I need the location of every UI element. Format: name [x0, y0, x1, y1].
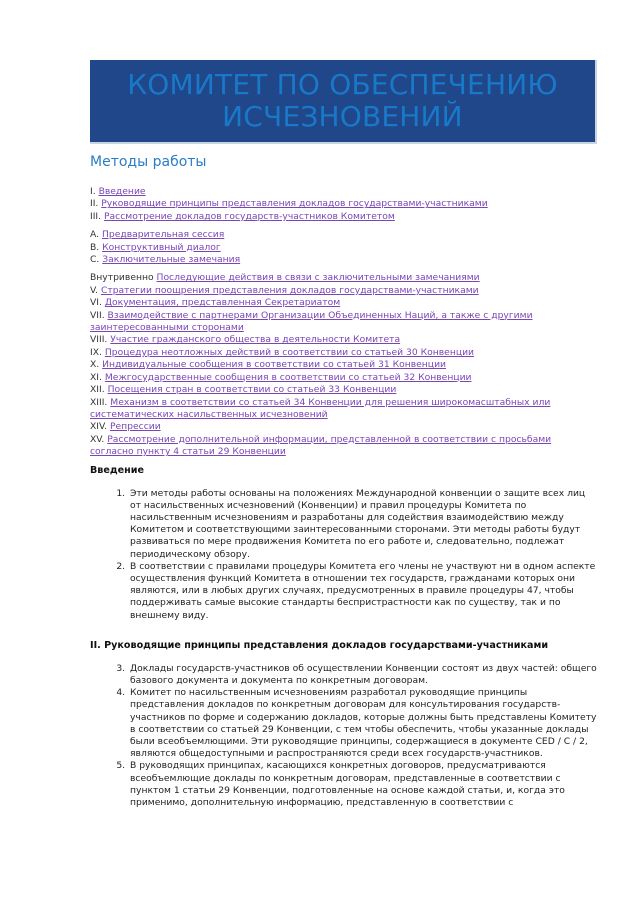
toc-group-sub — [90, 229, 597, 266]
toc-prefix: IX. — [90, 346, 102, 358]
title-banner — [90, 60, 597, 144]
document-page — [90, 60, 597, 809]
toc-prefix: X. — [90, 359, 100, 371]
table-of-contents — [90, 186, 597, 459]
toc-item — [90, 186, 597, 198]
toc-prefix: I. — [90, 186, 96, 197]
toc-prefix: XIV. — [90, 421, 108, 433]
toc-item — [90, 359, 597, 371]
toc-link-reporting-guidelines[interactable]: Руководящие принципы представления докладов государствами-участниками — [101, 198, 488, 210]
toc-item — [90, 297, 597, 309]
toc-link-pre-session[interactable]: Предварительная сессия — [101, 229, 225, 241]
section-heading-introduction: Введение — [90, 464, 145, 476]
toc-item — [90, 347, 597, 359]
toc-prefix: XV. — [90, 433, 105, 445]
paragraph: 5. В руководящих принципах, касающихся конкретных договоров, предусматриваются всеобъемлющие доклады по конкретным договорам, представленные в соответствии с пунктом 1 статьи 29 Конвенции, подготовленные на основе каждой статьи, и, когда это применимо, дополнительную информацию, представленную в соответствии с — [128, 760, 597, 809]
toc-item — [90, 397, 597, 422]
toc-link-concluding-observations[interactable]: Заключительные замечания — [102, 254, 241, 266]
toc-prefix: A. — [90, 229, 100, 241]
toc-prefix: V. — [90, 284, 99, 296]
toc-prefix: XIII. — [90, 396, 108, 408]
toc-link-interstate-communications[interactable]: Межгосударственные сообщения в соответствии со статьей 32 Конвенции — [104, 371, 472, 383]
toc-prefix: VI. — [90, 297, 102, 309]
toc-prefix: XI. — [90, 371, 102, 383]
toc-item — [90, 310, 597, 335]
toc-item — [90, 211, 597, 223]
toc-link-introduction[interactable]: Введение — [98, 186, 146, 197]
toc-link-individual-communications[interactable]: Индивидуальные сообщения в соответствии со статьей 31 Конвенции — [102, 359, 447, 371]
toc-item — [90, 372, 597, 384]
toc-item — [90, 272, 597, 284]
toc-item — [90, 198, 597, 210]
toc-group-main — [90, 186, 597, 223]
toc-link-documentation[interactable]: Документация, представленная Секретариатом — [104, 297, 341, 309]
toc-link-reprisals[interactable]: Репрессии — [109, 421, 161, 433]
toc-prefix: VIII. — [90, 334, 108, 346]
paragraph: 1. Эти методы работы основаны на положениях Международной конвенции о защите всех лиц от насильственных исчезновений (Конвенции) и правил процедуры Комитета по насильственным исчезновениям и разработаны для содействия взаимодействию между Комитетом и соответствующими заинтересованными сторонами. Эти методы работы будут развиваться по мере продвижения Комитета по его работе и, следовательно, подлежат периодическому обзору. — [128, 488, 597, 561]
toc-prefix: VII. — [90, 309, 105, 321]
section-heading-reporting-guidelines: II. Руководящие принципы представления докладов государствами-участниками — [90, 639, 549, 651]
paragraph-list — [90, 488, 597, 622]
banner-title-line-2: ИСЧЕЗНОВЕНИЙ — [222, 100, 463, 133]
paragraph: 3. Доклады государств-участников об осуществлении Конвенции состоят из двух частей: общего базового документа и документа по конкретным договорам. — [128, 663, 597, 687]
toc-link-constructive-dialogue[interactable]: Конструктивный диалог — [102, 241, 221, 253]
paragraph: 2. В соответствии с правилами процедуры Комитета его члены не участвуют ни в одном аспекте осуществления функций Комитета в отношении тех государств, гражданами которых они являются, или в любых других случаях, предусмотренных в правиле процедуры 47, чтобы поддерживать самые высокие стандарты беспристрастности как по существу, так и по внешнему виду. — [128, 561, 597, 622]
toc-link-article-34[interactable]: Механизм в соответствии со статьей 34 Конвенции для решения широкомасштабных или систематических насильственных исчезновений — [90, 396, 551, 420]
page-subtitle: Методы работы — [90, 154, 207, 170]
toc-group-rest — [90, 272, 597, 458]
toc-link-un-partners[interactable]: Взаимодействие с партнерами Организации Объединенных Наций, а также с другими заинтересованными сторонами — [90, 309, 533, 334]
toc-prefix: Внутривенно — [90, 272, 154, 284]
toc-item — [90, 421, 597, 433]
toc-item — [90, 242, 597, 254]
toc-link-country-visits[interactable]: Посещения стран в соответствии со статьей 33 Конвенции — [107, 384, 397, 396]
toc-item — [90, 285, 597, 297]
toc-item — [90, 254, 597, 266]
toc-link-civil-society[interactable]: Участие гражданского общества в деятельности Комитета — [110, 334, 401, 346]
toc-item — [90, 384, 597, 396]
toc-link-additional-information[interactable]: Рассмотрение дополнительной информации, представленной в соответствии с просьбами согласно пункту 4 статьи 29 Конвенции — [90, 433, 552, 458]
toc-prefix: C. — [90, 254, 100, 266]
toc-prefix: III. — [90, 210, 102, 222]
paragraph-list — [90, 663, 597, 809]
toc-item — [90, 434, 597, 459]
toc-link-urgent-action[interactable]: Процедура неотложных действий в соответствии со статьей 30 Конвенции — [104, 346, 475, 358]
banner-title-line-1: КОМИТЕТ ПО ОБЕСПЕЧЕНИЮ — [127, 68, 558, 101]
toc-link-follow-up[interactable]: Последующие действия в связи с заключительными замечаниями — [156, 272, 480, 284]
toc-prefix: B. — [90, 241, 100, 253]
toc-link-consideration-of-reports[interactable]: Рассмотрение докладов государств-участников Комитетом — [103, 210, 395, 222]
paragraph: 4. Комитет по насильственным исчезновениям разработал руководящие принципы представления докладов по конкретным договорам для консультирования государств-участников по форме и содержанию докладов, которые должны быть представлены Комитету в соответствии со статьей 29 Конвенции, с тем чтобы обеспечить, чтобы указанные доклады были всеобъемлющими. Эти руководящие принципы, содержащиеся в документе CED / C / 2, являются общедоступными и распространяются среди всех государств-участников. — [128, 687, 597, 760]
toc-link-strategies[interactable]: Стратегии поощрения представления докладов государствами-участниками — [100, 284, 479, 296]
toc-prefix: XII. — [90, 384, 105, 396]
toc-item — [90, 334, 597, 346]
toc-prefix: II. — [90, 198, 99, 210]
toc-item — [90, 229, 597, 241]
